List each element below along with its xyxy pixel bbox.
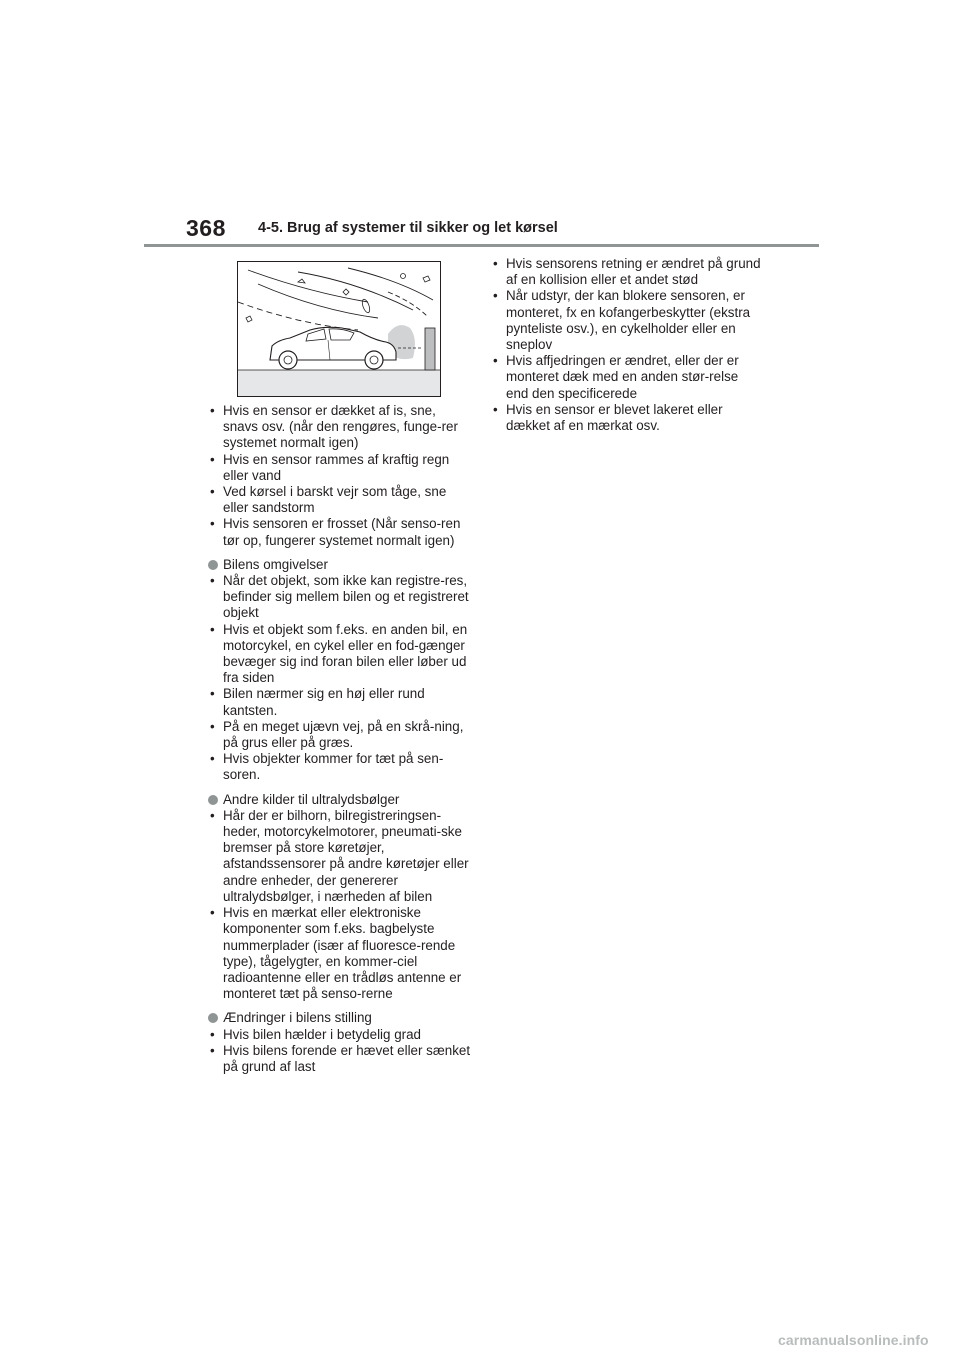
list-item: • Hvis en sensor er dækket af is, sne, snavs osv. (når den rengøres, funge-rer systemet normalt igen): [209, 403, 471, 452]
ground: [238, 370, 440, 396]
list-item: • Hvis en mærkat eller elektroniske komponenter som f.eks. bagbelyste nummerplader (især af fluoresce-rende type), tågelygter, en kommer-ciel radioantenne eller en trådløs antenne er monteret tæt på senso-rerne: [209, 905, 471, 1002]
group-surroundings: [209, 557, 471, 784]
header-rule: [144, 244, 819, 247]
right-column: [492, 256, 762, 434]
watermark-link[interactable]: carmanualsonline.info: [778, 1332, 929, 1348]
page-header: [0, 0, 960, 250]
list-item: • Hvis objekter kommer for tæt på sen-soren.: [209, 751, 471, 783]
list-item: • Ved kørsel i barskt vejr som tåge, sne eller sandstorm: [209, 484, 471, 516]
bullet-dot-icon: [208, 1013, 218, 1023]
list-item: • Hvis bilen hælder i betydelig grad: [209, 1027, 471, 1043]
intro-bullet-list: [209, 403, 471, 549]
right-bullet-list: [492, 256, 762, 434]
list-item: • Hvis sensorens retning er ændret på grund af en kollision eller et andet stød: [492, 256, 762, 288]
group-heading: Bilens omgivelser: [223, 556, 328, 572]
left-column: [209, 403, 471, 1075]
list-item: • Hvis sensoren er frosset (Når senso-ren tør op, fungerer systemet normalt igen): [209, 516, 471, 548]
group-heading: Andre kilder til ultralydsbølger: [223, 791, 400, 807]
list-item: • Hvis bilens forende er hævet eller sænket på grund af last: [209, 1043, 471, 1075]
list-item: • Hvis en sensor rammes af kraftig regn eller vand: [209, 452, 471, 484]
list-item: • Hvis et objekt som f.eks. en anden bil, en motorcykel, en cykel eller en fod-gænger bevæger sig ind foran bilen eller løber ud fra siden: [209, 622, 471, 687]
car-weather-illustration: [237, 261, 441, 397]
list-item: • På en meget ujævn vej, på en skrå-ning, på grus eller på græs.: [209, 719, 471, 751]
section-title: 4-5. Brug af systemer til sikker og let kørsel: [258, 220, 558, 236]
list-item: • Hvis en sensor er blevet lakeret eller dækket af en mærkat osv.: [492, 402, 762, 434]
page-number: 368: [186, 215, 226, 241]
group-vehicle-posture: [209, 1010, 471, 1075]
list-item: • Når udstyr, der kan blokere sensoren, er monteret, fx en kofangerbeskytter (ekstra pynteliste osv.), en cykelholder eller en sneplov: [492, 288, 762, 353]
bullet-dot-icon: [208, 795, 218, 805]
car-parked-near-wall-in-snow-and-wind-illustration: [238, 262, 440, 396]
group-heading: Ændringer i bilens stilling: [223, 1010, 372, 1026]
group-ultrasonic-sources: [209, 792, 471, 1003]
list-item: • Hvis affjedringen er ændret, eller der er monteret dæk med en anden stør-relse end den specificerede: [492, 353, 762, 402]
bullet-dot-icon: [208, 560, 218, 570]
list-item: • Hår der er bilhorn, bilregistreringsen-heder, motorcykelmotorer, pneumati-ske bremser på store køretøjer, afstandssensorer på andre køretøjer eller andre enheder, der genererer ultralydsbølger, i nærheden af bilen: [209, 808, 471, 905]
list-item: • Når det objekt, som ikke kan registre-res, befinder sig mellem bilen og et registreret objekt: [209, 573, 471, 622]
list-item: • Bilen nærmer sig en høj eller rund kantsten.: [209, 686, 471, 718]
